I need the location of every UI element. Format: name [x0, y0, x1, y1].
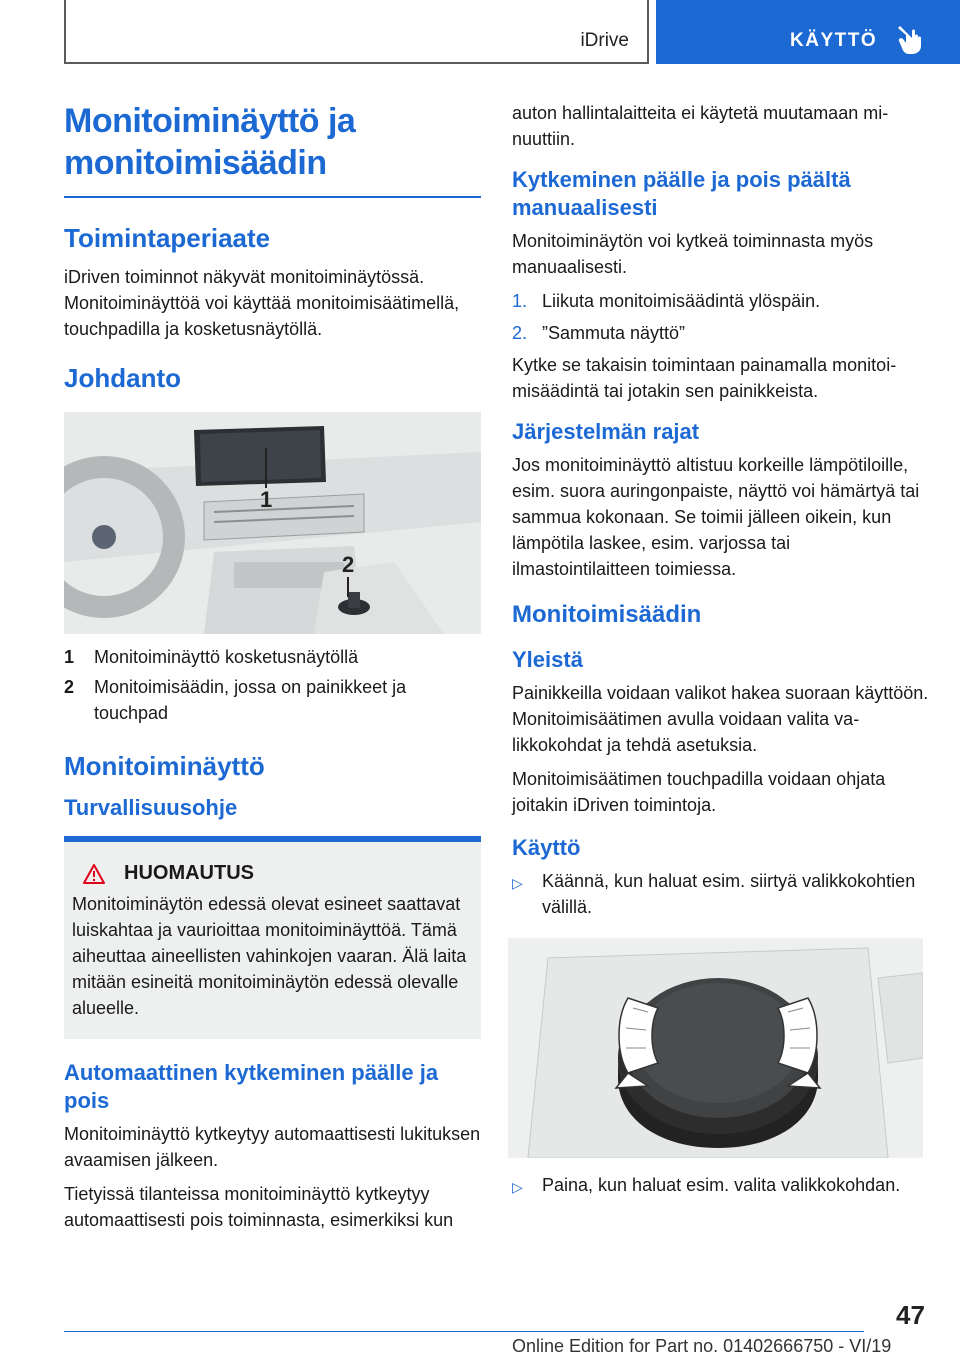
heading-limits: Järjestelmän rajat	[512, 419, 700, 444]
heading-manual-switch: Kytkeminen päälle ja pois päältä manuaalisesti	[512, 167, 851, 220]
controller-photo	[508, 938, 923, 1158]
limits-text: Jos monitoiminäyttö altistuu korkeille lämpötiloille, esim. suora auringonpaiste, näyttö voi hämärtyä tai sammua kokonaan. Se toimii jälleen oikein, kun lämpötila laskee, esim. varjossa tai ilmastointilaitteen toimiessa.	[512, 455, 920, 579]
page-number: 47	[896, 1300, 925, 1330]
footer-divider	[64, 1331, 864, 1332]
notice-box	[64, 836, 481, 1039]
triangle-bullet-icon: ▷	[512, 875, 523, 891]
pointing-hand-icon	[894, 22, 928, 56]
header-chapter-title: KÄYTTÖ	[790, 30, 878, 51]
legend-text: Monitoiminäyttö kosketusnäytöllä	[94, 647, 359, 667]
notice-title-row	[82, 862, 473, 885]
general-text-1: Painikkeilla voidaan valikot hakea suoraan käyttöön. Monitoimisäätimen avulla voidaan valita valikkokohdat ja tehdä asetuksia.	[512, 683, 929, 755]
edition-note: Online Edition for Part no. 01402666750 - VI/19	[512, 1336, 892, 1356]
step-text: Liikuta monitoimisäädintä ylöspäin.	[542, 291, 821, 311]
header-section-box	[64, 0, 649, 64]
notice-text: Monitoiminäytön edessä olevat esineet saattavat luiskahtaa ja vaurioittaa monitoiminäyttöä. Tämä aiheuttaa aineellisten vahinkojen vaaran. Älä laita mitään esineitä monitoiminäytön edessä olevalle alueelle.	[72, 894, 467, 1018]
manual-text: Monitoiminäytön voi kytkeä toiminnasta myös manuaalisesti.	[512, 231, 874, 277]
continued-text: auton hallintalaitteita ei käytetä muutamaan minuuttiin.	[512, 103, 889, 149]
bullet-item	[512, 868, 929, 920]
bullet-text: Paina, kun haluat esim. valita valikkokohdan.	[542, 1175, 901, 1195]
legend-number: 2	[64, 677, 75, 697]
heading-safety: Turvallisuusohje	[64, 795, 238, 820]
step-text: ”Sammuta näyttö”	[542, 323, 686, 343]
header-section-title: iDrive	[580, 30, 629, 51]
step-item	[512, 320, 929, 346]
dashboard-photo	[64, 412, 481, 634]
manual-steps	[512, 288, 929, 346]
auto-text-1: Monitoiminäyttö kytkeytyy automaattisesti lukituksen avaamisen jälkeen.	[64, 1124, 481, 1170]
principle-text: iDriven toiminnot näkyvät monitoiminäytössä. Monitoiminäyttöä voi käyttää monitoimisäätimellä, touchpadilla ja kosketusnäytöllä.	[64, 267, 460, 339]
heading-principle: Toimintaperiaate	[64, 223, 271, 253]
legend-item	[64, 674, 481, 726]
heading-general: Yleistä	[512, 647, 583, 672]
warning-triangle-icon	[82, 863, 106, 885]
callout-2: 2	[342, 552, 355, 577]
page-title: Monitoiminäyttö ja monitoimisäädin	[64, 100, 481, 198]
heading-use: Käyttö	[512, 835, 581, 860]
triangle-bullet-icon: ▷	[512, 1179, 523, 1195]
general-text-2: Monitoimisäätimen touchpadilla voidaan ohjata joitakin iDriven toimintoja.	[512, 769, 886, 815]
header-chapter-tab	[656, 0, 960, 64]
auto-text-2: Tietyissä tilanteissa monitoiminäyttö kytkeytyy automaattisesti pois toiminnasta, esimerkiksi kun	[64, 1184, 454, 1230]
callout-1: 1	[260, 487, 273, 512]
photo-legend	[64, 644, 481, 726]
bullet-text: Käännä, kun haluat esim. siirtyä valikkokohtien välillä.	[542, 871, 916, 917]
heading-auto-switch: Automaattinen kytkeminen päälle ja pois	[64, 1060, 439, 1113]
heading-display: Monitoiminäyttö	[64, 751, 265, 781]
bullet-item	[512, 1172, 929, 1200]
step-item	[512, 288, 929, 314]
step-number: 2.	[512, 323, 528, 343]
right-column	[512, 100, 929, 1206]
heading-controller: Monitoimisäädin	[512, 601, 702, 628]
step-number: 1.	[512, 291, 528, 311]
dashboard-illustration	[64, 412, 481, 634]
legend-number: 1	[64, 647, 75, 667]
notice-title: HUOMAUTUS	[124, 862, 254, 884]
legend-item	[64, 644, 481, 670]
heading-intro: Johdanto	[64, 363, 181, 393]
left-column	[64, 100, 481, 1241]
controller-illustration	[508, 938, 923, 1158]
manual-after-text: Kytke se takaisin toimintaan painamalla monitoimisäädintä tai jotakin sen painikkeista.	[512, 355, 897, 401]
legend-text: Monitoimisäädin, jossa on painikkeet ja touchpad	[94, 677, 407, 723]
